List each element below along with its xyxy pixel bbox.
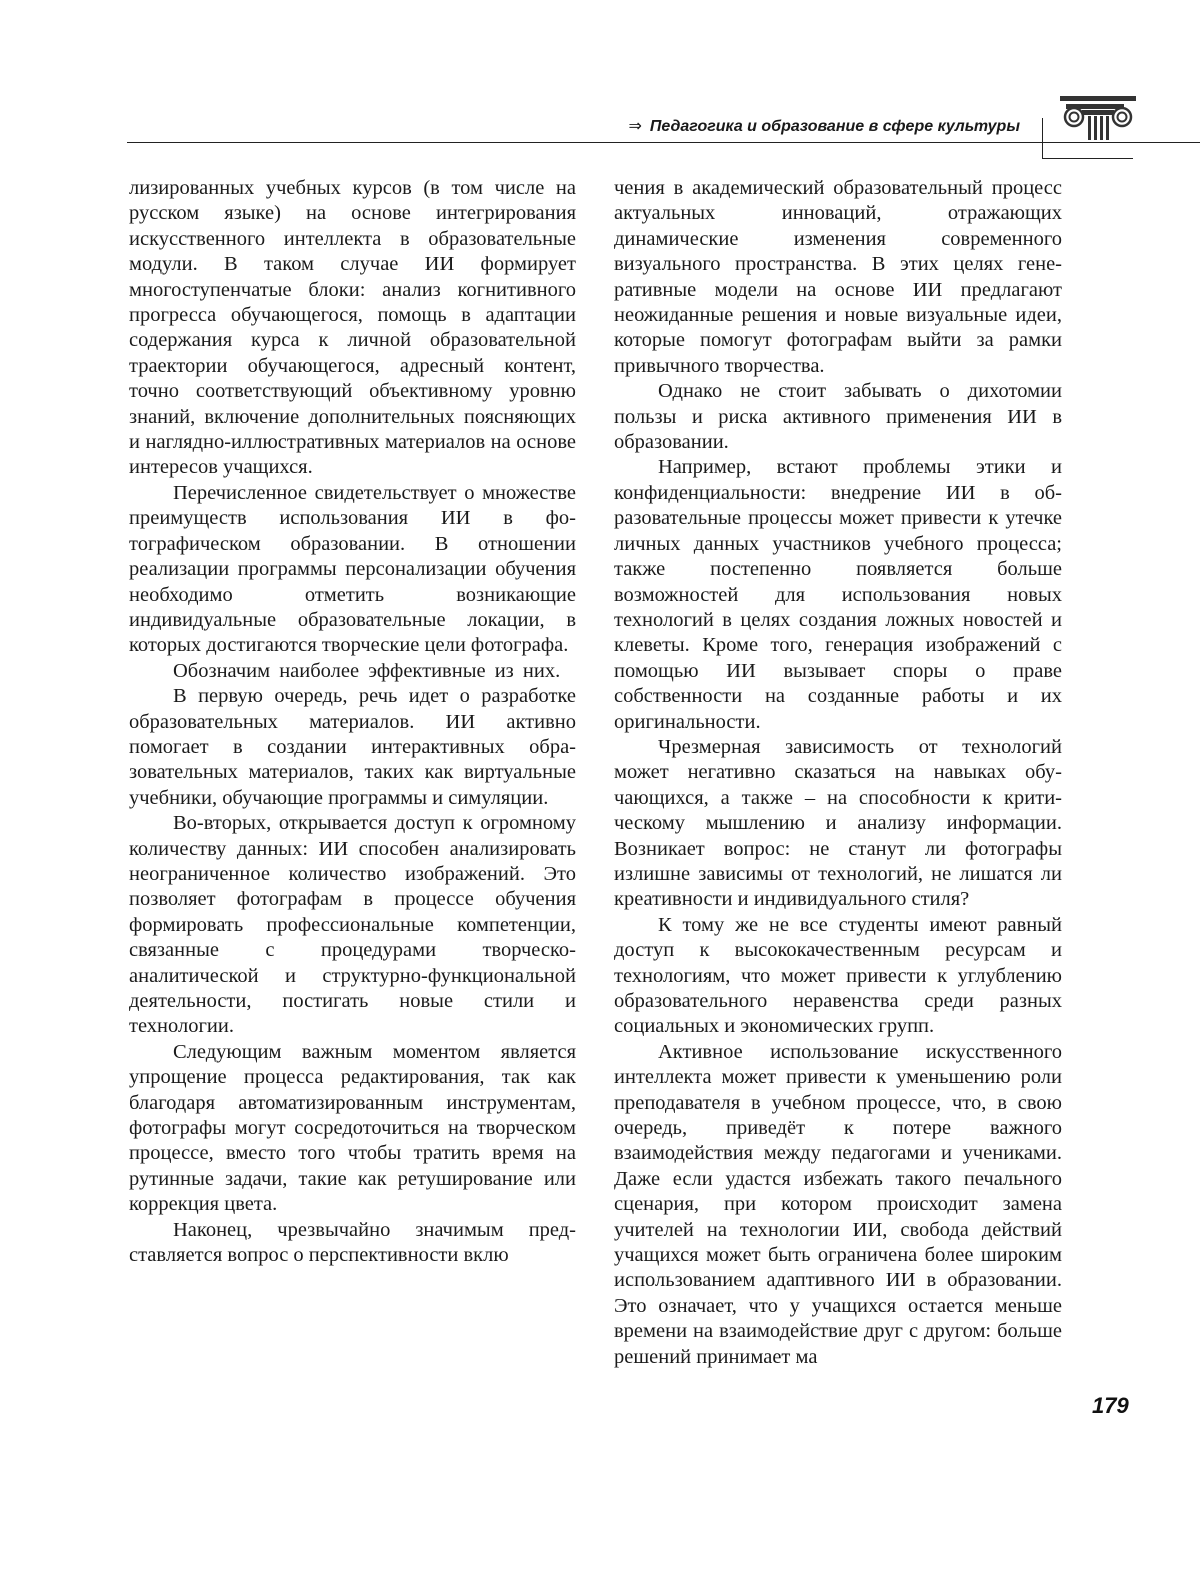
paragraph: К тому же не все студенты имеют равный доступ к высококачественным ресурсам и технологиям, что может привести к углублению образовательного неравенства среди разных социальных и экономических групп. [614, 913, 1062, 1038]
paragraph: Однако не стоит забывать о дихотомии пользы и риска активного применения ИИ в образовании. [614, 380, 1062, 454]
paragraph: Например, встают проблемы этики и конфиденциальности: внедрение ИИ в образовательные процессы может привести к утечке личных данных участников учебного процесса; также постепенно появляется больше возможностей для использования новых технологий в целях создания ложных новостей и клеветы. Кроме того, генерация изображений с помощью ИИ вызывает споры о праве собственности на созданные работы и их оригинальности. [614, 456, 1062, 733]
paragraph: Наконец, чрезвычайно значимым представляется вопрос о перспективности вклю [129, 1218, 576, 1267]
header-rule [127, 142, 1200, 143]
paragraph: Во-вторых, открывается доступ к огромному количеству данных: ИИ способен анализировать неограниченное количество изображений. Это позволяет фотографам в процессе обучения формировать профессиональные компетенции, связанные с процедурами творческо-аналитической и структурно-функциональной деятельности, постигать новые стили и технологии. [129, 812, 576, 1038]
section-title-text: Педагогика и образование в сфере культуры [649, 118, 1020, 135]
left-column [129, 176, 576, 1268]
section-title [629, 116, 1021, 136]
paragraph: Следующим важным моментом является упрощение процесса редактирования, так как благодаря автоматизированным инструментам, фотографы могут сосредоточиться на творческом процессе, вместо того чтобы тратить время на рутинные задачи, такие как ретуширование или коррекция цвета. [129, 1040, 576, 1216]
paragraph: Перечисленное свидетельствует о множестве преимуществ использования ИИ в фотографическом образовании. В отношении реализации программы персонализации обучения необходимо отметить возникающие индивидуальные образовательные локации, в которых достигаются творческие цели фотографа. [129, 481, 576, 657]
right-column [614, 176, 1062, 1370]
double-arrow-right-icon: ⇒ [628, 118, 642, 135]
paragraph: чения в академический образовательный процесс актуальных инноваций, отражающих динамические изменения современного визуального пространства. В этих целях генеративные модели на основе ИИ предлагают неожиданные решения и новые визуальные идеи, которые помогут фотографам выйти за рамки привычного творчества. [614, 177, 1062, 377]
paragraph: Обозначим наиболее эффективные из них. [173, 659, 561, 682]
paragraph: лизированных учебных курсов (в том числе на русском языке) на основе интегрирования искусственного интеллекта в образовательные модули. В таком случае ИИ формирует многоступенчатые блоки: анализ когнитивного прогресса обучающегося, помощь в адаптации содержания курса к личной образовательной траектории обучающегося, адресный контент, точно соответствующий объективному уровню знаний, включение дополнительных поясняющих и наглядно-иллюстративных материалов на основе интересов учащихся. [129, 177, 576, 479]
paragraph: Активное использование искусственного интеллекта может привести к уменьшению роли преподавателя в учебном процессе, что, в свою очередь, приведёт к потере важного взаимодействия между педагогами и учениками. Даже если удастся избежать такого печального сценария, при котором происходит замена учителей на технологии ИИ, свобода действий учащихся может быть ограничена более широким использованием адаптивного ИИ в образовании. Это означает, что у учащихся остается меньше времени на взаимодействие друг с другом: больше решений принимает ма [614, 1040, 1062, 1368]
ionic-column-capital-icon [1060, 96, 1136, 140]
running-header [0, 96, 1200, 166]
page-number: 179 [1092, 1393, 1129, 1418]
paragraph: Чрезмерная зависимость от технологий может негативно сказаться на навыках обучающихся, а также – на способности к критическому мышлению и анализу информации. Возникает вопрос: не станут ли фотографы излишне зависимы от технологий, не лишатся ли креативности и индивидуального стиля? [614, 735, 1062, 911]
paragraph: В первую очередь, речь идет о разработке образовательных материалов. ИИ активно помогает в создании интерактивных образовательных материалов, таких как виртуальные учебники, обучающие программы и симуляции. [129, 685, 576, 809]
